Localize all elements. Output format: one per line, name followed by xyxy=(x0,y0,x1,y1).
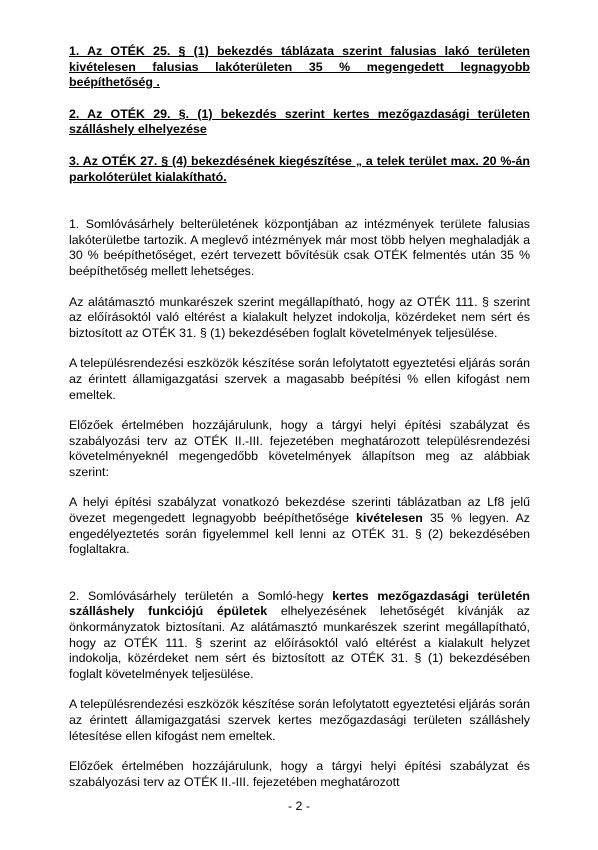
paragraph-4: Előzőek értelmében hozzájárulunk, hogy a tárgyi helyi építési szabályzat és szabályozási terv az OTÉK II.-III. fejezetében meghatározott településrendezési követelményeknél megengedőbb követelmények állapítson meg az alábbiak szerint: xyxy=(69,418,530,479)
paragraph-5-text-a: A helyi építési szabályzat vonatkozó bekezdése szerinti táblázatban az Lf8 jelű övezet megengedett legnagyobb beépíthetősége xyxy=(69,495,530,526)
paragraph-7: A településrendezési eszközök készítése során lefolytatott egyeztetési eljárás során az érintett államigazgatási szervek kertes mezőgazdasági területen szálláshely létesítése ellen kifogást nem emeltek. xyxy=(69,697,530,743)
paragraph-6 xyxy=(69,589,530,683)
paragraph-2: Az alátámasztó munkarészek szerint megállapítható, hogy az OTÉK 111. § szerint az előírásoktól való eltérést a kialakult helyzet indokolja, közérdeket nem sért és biztosított az OTÉK 31. § (1) bekezdésében foglalt követelmények teljesülése. xyxy=(69,294,530,340)
section-heading-1: 1. Az OTÉK 25. § (1) bekezdés táblázata szerint falusias lakó területen kivételesen falusias lakóterületen 35 % megengedett legnagyobb beépíthetőség . xyxy=(69,44,530,90)
paragraph-5 xyxy=(69,495,530,557)
section-heading-2: 2. Az OTÉK 29. §. (1) bekezdés szerint kertes mezőgazdasági területen szálláshely elhelyezése xyxy=(69,106,530,137)
page-number: - 2 - xyxy=(287,799,311,813)
paragraph-3: A településrendezési eszközök készítése során lefolytatott egyeztetési eljárás során az érintett államigazgatási szervek a magasabb beépítési % ellen kifogást nem emeltek. xyxy=(69,356,530,402)
paragraph-5-text-b: 35 % legyen. Az engedélyeztetés során figyelemmel kell lenni az OTÉK 31. § (2) bekezdésében foglaltakra. xyxy=(69,511,530,557)
paragraph-1: 1. Somlóvásárhely belterületének központjában az intézmények területe falusias lakóterületbe tartozik. A meglevő intézmények már most több helyen meghaladják a 30 % beépíthetőséget, ezért tervezett bővítésük csak OTÉK felmentés után 35 % beépíthetőség mellett lehetséges. xyxy=(69,217,530,278)
document-page xyxy=(69,44,530,805)
paragraph-6-emphasis: kertes mezőgazdasági területén szálláshely funkciójú épületek xyxy=(69,588,530,619)
paragraph-6-text-a: 2. Somlóvásárhely területén a Somló-hegy xyxy=(69,588,333,603)
paragraph-5-emphasis: kivételesen xyxy=(356,511,423,526)
section-heading-3: 3. Az OTÉK 27. § (4) bekezdésének kiegészítése „ a telek terület max. 20 %-án parkolóterület kialakítható. xyxy=(69,153,530,184)
paragraph-8: Előzőek értelmében hozzájárulunk, hogy a tárgyi helyi építési szabályzat és szabályozási terv az OTÉK II.-III. fejezetében meghatározott xyxy=(69,759,530,789)
paragraph-6-text-b: elhelyezésének lehetőségét kívánják az önkormányzatok biztosítani. Az alátámasztó munkarészek szerint megállapítható, hogy az OTÉK 111. § szerint az előírásoktól való eltérést a kialakult helyzet indokolja, közérdeket nem sért és biztosított az OTÉK 31. § (1) bekezdésében foglalt követelmények teljesülése. xyxy=(69,604,530,681)
